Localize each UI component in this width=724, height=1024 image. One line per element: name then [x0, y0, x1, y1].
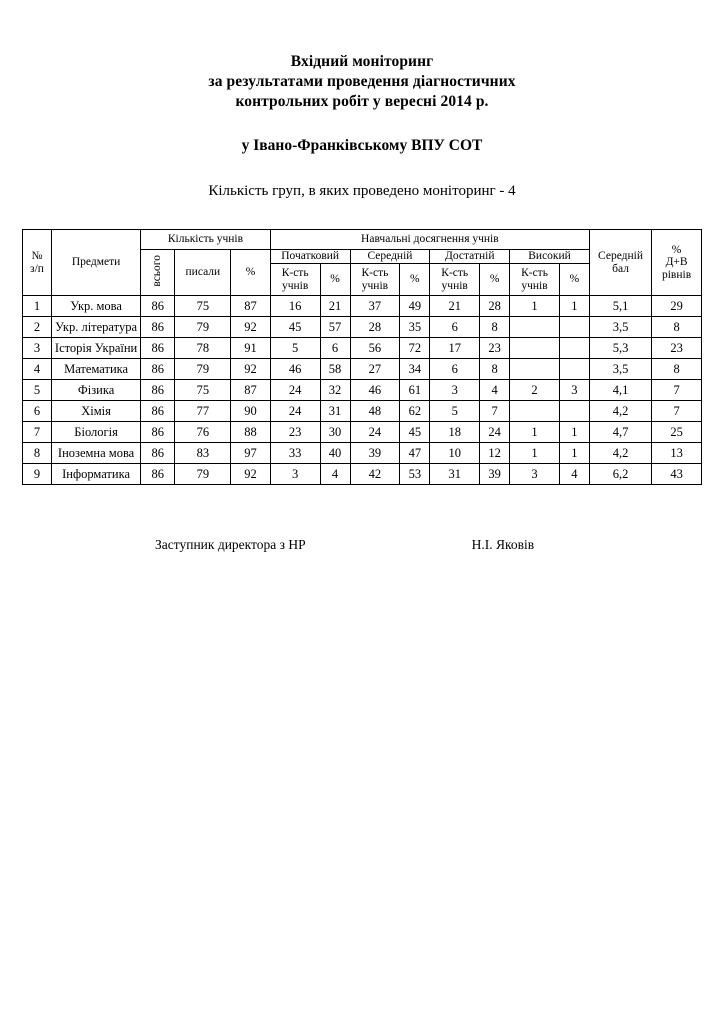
header-sered-count	[350, 264, 400, 296]
row-serednii-count: 28	[350, 317, 400, 338]
row-serednii-percent: 61	[400, 380, 430, 401]
row-serednii-percent: 45	[400, 422, 430, 443]
monitoring-table-wrap	[0, 229, 724, 485]
row-dostatnii-count: 18	[430, 422, 480, 443]
row-dostatnii-percent: 12	[480, 443, 510, 464]
title-line-3: контрольних робіт у вересні 2014 р.	[235, 93, 489, 110]
header-average-score-line2: бал	[612, 262, 629, 275]
row-pochatkovyi-percent: 30	[320, 422, 350, 443]
table-row	[23, 401, 702, 422]
title-block	[0, 0, 724, 201]
row-total-students: 86	[141, 401, 175, 422]
row-written-students: 79	[175, 464, 231, 485]
row-dv-percent: 13	[652, 443, 702, 464]
row-written-percent: 88	[231, 422, 270, 443]
row-subject: Математика	[52, 359, 141, 380]
row-pochatkovyi-count: 24	[270, 401, 320, 422]
row-serednii-percent: 34	[400, 359, 430, 380]
row-total-students: 86	[141, 296, 175, 317]
row-average-score: 5,1	[589, 296, 651, 317]
signature-block	[0, 537, 724, 553]
row-subject: Історія України	[52, 338, 141, 359]
row-dv-percent: 25	[652, 422, 702, 443]
row-num: 6	[23, 401, 52, 422]
row-written-students: 76	[175, 422, 231, 443]
row-num: 7	[23, 422, 52, 443]
row-written-students: 75	[175, 380, 231, 401]
header-poch-count-line1: К-сть	[281, 267, 309, 279]
row-pochatkovyi-count: 46	[270, 359, 320, 380]
row-pochatkovyi-percent: 31	[320, 401, 350, 422]
row-total-students: 86	[141, 338, 175, 359]
row-num: 8	[23, 443, 52, 464]
monitoring-table	[22, 229, 702, 485]
row-vysokyi-count	[510, 401, 560, 422]
header-poch-count-line2: учнів	[281, 279, 309, 292]
header-percent-written: %	[231, 250, 270, 296]
row-vysokyi-percent	[559, 359, 589, 380]
row-pochatkovyi-percent: 58	[320, 359, 350, 380]
signer-name: Н.І. Яковів	[471, 537, 535, 552]
row-serednii-percent: 47	[400, 443, 430, 464]
row-dv-percent: 8	[652, 359, 702, 380]
row-written-percent: 91	[231, 338, 270, 359]
row-pochatkovyi-count: 3	[270, 464, 320, 485]
row-average-score: 3,5	[589, 359, 651, 380]
row-dostatnii-count: 5	[430, 401, 480, 422]
header-dv-line3: рівнів	[661, 268, 692, 281]
row-written-percent: 97	[231, 443, 270, 464]
row-average-score: 3,5	[589, 317, 651, 338]
header-level-pochatkovyi: Початковий	[270, 250, 350, 264]
row-dostatnii-percent: 28	[480, 296, 510, 317]
row-written-percent: 92	[231, 464, 270, 485]
header-achievements-group: Навчальні досягнення учнів	[270, 230, 589, 250]
row-written-students: 77	[175, 401, 231, 422]
row-total-students: 86	[141, 380, 175, 401]
title-line-1: Вхідний моніторинг	[290, 53, 434, 70]
header-vsogo-label: всього	[151, 254, 164, 287]
header-vys-count	[510, 264, 560, 296]
row-serednii-percent: 49	[400, 296, 430, 317]
header-dv-line1: %	[671, 243, 682, 256]
header-vys-percent: %	[559, 264, 589, 296]
header-students-count-group: Кількість учнів	[141, 230, 271, 250]
row-vysokyi-percent: 1	[559, 296, 589, 317]
header-sered-count-line2: учнів	[361, 279, 389, 292]
table-body	[23, 296, 702, 485]
row-vysokyi-percent	[559, 401, 589, 422]
header-dv-percent	[652, 230, 702, 296]
row-dostatnii-percent: 8	[480, 317, 510, 338]
title-line-2: за результатами проведення діагностичних	[208, 73, 516, 90]
row-written-percent: 90	[231, 401, 270, 422]
row-dostatnii-percent: 7	[480, 401, 510, 422]
header-dost-count-line1: К-сть	[441, 267, 469, 279]
row-pochatkovyi-count: 24	[270, 380, 320, 401]
row-pochatkovyi-count: 45	[270, 317, 320, 338]
row-dv-percent: 29	[652, 296, 702, 317]
header-dv-line2: Д+В	[665, 256, 688, 269]
header-poch-count	[270, 264, 320, 296]
row-dv-percent: 23	[652, 338, 702, 359]
row-dv-percent: 8	[652, 317, 702, 338]
row-pochatkovyi-count: 5	[270, 338, 320, 359]
row-num: 5	[23, 380, 52, 401]
header-subjects: Предмети	[52, 230, 141, 296]
row-vysokyi-percent: 1	[559, 422, 589, 443]
row-average-score: 4,2	[589, 443, 651, 464]
header-dost-count	[430, 264, 480, 296]
table-header	[23, 230, 702, 296]
header-vys-count-line2: учнів	[521, 279, 548, 292]
row-vysokyi-count: 3	[510, 464, 560, 485]
header-pysaly: писали	[175, 250, 231, 296]
row-dostatnii-count: 6	[430, 359, 480, 380]
row-vysokyi-count: 1	[510, 443, 560, 464]
row-average-score: 4,7	[589, 422, 651, 443]
row-dostatnii-percent: 8	[480, 359, 510, 380]
header-level-dostatnii: Достатній	[430, 250, 510, 264]
row-dostatnii-count: 31	[430, 464, 480, 485]
row-serednii-percent: 35	[400, 317, 430, 338]
row-serednii-percent: 62	[400, 401, 430, 422]
row-pochatkovyi-percent: 57	[320, 317, 350, 338]
row-serednii-count: 42	[350, 464, 400, 485]
row-pochatkovyi-percent: 40	[320, 443, 350, 464]
row-vysokyi-count: 1	[510, 422, 560, 443]
row-written-students: 79	[175, 359, 231, 380]
row-dostatnii-percent: 39	[480, 464, 510, 485]
header-num-line2: з/п	[30, 262, 44, 275]
row-dostatnii-count: 3	[430, 380, 480, 401]
row-written-percent: 92	[231, 317, 270, 338]
row-dostatnii-percent: 23	[480, 338, 510, 359]
header-level-serednii: Середній	[350, 250, 430, 264]
row-serednii-count: 48	[350, 401, 400, 422]
header-sered-percent: %	[400, 264, 430, 296]
table-row	[23, 296, 702, 317]
table-row	[23, 380, 702, 401]
row-num: 2	[23, 317, 52, 338]
header-average-score	[589, 230, 651, 296]
header-dost-percent: %	[480, 264, 510, 296]
row-average-score: 6,2	[589, 464, 651, 485]
row-average-score: 4,2	[589, 401, 651, 422]
row-subject: Хімія	[52, 401, 141, 422]
row-average-score: 5,3	[589, 338, 651, 359]
row-num: 4	[23, 359, 52, 380]
row-serednii-count: 24	[350, 422, 400, 443]
table-row	[23, 359, 702, 380]
row-vysokyi-count: 2	[510, 380, 560, 401]
row-vysokyi-count: 1	[510, 296, 560, 317]
header-vsogo	[141, 250, 175, 296]
row-dostatnii-count: 17	[430, 338, 480, 359]
row-dostatnii-percent: 24	[480, 422, 510, 443]
header-poch-percent: %	[320, 264, 350, 296]
row-total-students: 86	[141, 317, 175, 338]
row-subject: Інформатика	[52, 464, 141, 485]
row-dostatnii-count: 21	[430, 296, 480, 317]
row-subject: Фізика	[52, 380, 141, 401]
row-pochatkovyi-percent: 32	[320, 380, 350, 401]
signer-position: Заступник директора з НР	[155, 537, 306, 552]
row-dostatnii-percent: 4	[480, 380, 510, 401]
row-pochatkovyi-percent: 6	[320, 338, 350, 359]
row-written-students: 83	[175, 443, 231, 464]
row-subject: Укр. література	[52, 317, 141, 338]
row-total-students: 86	[141, 443, 175, 464]
row-subject: Біологія	[52, 422, 141, 443]
table-row	[23, 317, 702, 338]
header-num	[23, 230, 52, 296]
row-serednii-count: 56	[350, 338, 400, 359]
row-written-students: 75	[175, 296, 231, 317]
header-row-groups	[23, 230, 702, 250]
row-serednii-percent: 72	[400, 338, 430, 359]
row-total-students: 86	[141, 464, 175, 485]
row-dv-percent: 7	[652, 380, 702, 401]
row-subject: Укр. мова	[52, 296, 141, 317]
row-pochatkovyi-count: 23	[270, 422, 320, 443]
row-serednii-count: 37	[350, 296, 400, 317]
row-pochatkovyi-count: 33	[270, 443, 320, 464]
row-subject: Іноземна мова	[52, 443, 141, 464]
row-serednii-count: 39	[350, 443, 400, 464]
header-sered-count-line1: К-сть	[361, 267, 389, 279]
row-pochatkovyi-count: 16	[270, 296, 320, 317]
row-vysokyi-percent	[559, 338, 589, 359]
row-vysokyi-count	[510, 359, 560, 380]
table-row	[23, 464, 702, 485]
row-dv-percent: 43	[652, 464, 702, 485]
row-vysokyi-percent	[559, 317, 589, 338]
row-vysokyi-percent: 3	[559, 380, 589, 401]
header-vys-count-line1: К-сть	[521, 267, 548, 279]
header-average-score-line1: Середній	[598, 250, 644, 262]
row-total-students: 86	[141, 422, 175, 443]
header-num-line1: №	[31, 250, 43, 262]
row-written-students: 79	[175, 317, 231, 338]
row-dostatnii-count: 10	[430, 443, 480, 464]
row-pochatkovyi-percent: 21	[320, 296, 350, 317]
row-written-percent: 87	[231, 296, 270, 317]
table-row	[23, 443, 702, 464]
row-num: 3	[23, 338, 52, 359]
row-dostatnii-count: 6	[430, 317, 480, 338]
row-vysokyi-count	[510, 338, 560, 359]
institution-line: у Івано-Франківському ВПУ СОТ	[241, 137, 483, 154]
header-level-vysokyi: Високий	[510, 250, 590, 264]
row-num: 1	[23, 296, 52, 317]
table-row	[23, 422, 702, 443]
row-vysokyi-count	[510, 317, 560, 338]
row-serednii-count: 27	[350, 359, 400, 380]
row-vysokyi-percent: 1	[559, 443, 589, 464]
row-serednii-percent: 53	[400, 464, 430, 485]
groups-count-line: Кількість груп, в яких проведено моніторинг - 4	[208, 183, 516, 199]
row-vysokyi-percent: 4	[559, 464, 589, 485]
row-average-score: 4,1	[589, 380, 651, 401]
row-num: 9	[23, 464, 52, 485]
table-row	[23, 338, 702, 359]
row-serednii-count: 46	[350, 380, 400, 401]
row-written-percent: 92	[231, 359, 270, 380]
row-total-students: 86	[141, 359, 175, 380]
row-written-percent: 87	[231, 380, 270, 401]
row-dv-percent: 7	[652, 401, 702, 422]
row-pochatkovyi-percent: 4	[320, 464, 350, 485]
row-written-students: 78	[175, 338, 231, 359]
header-dost-count-line2: учнів	[441, 279, 468, 292]
